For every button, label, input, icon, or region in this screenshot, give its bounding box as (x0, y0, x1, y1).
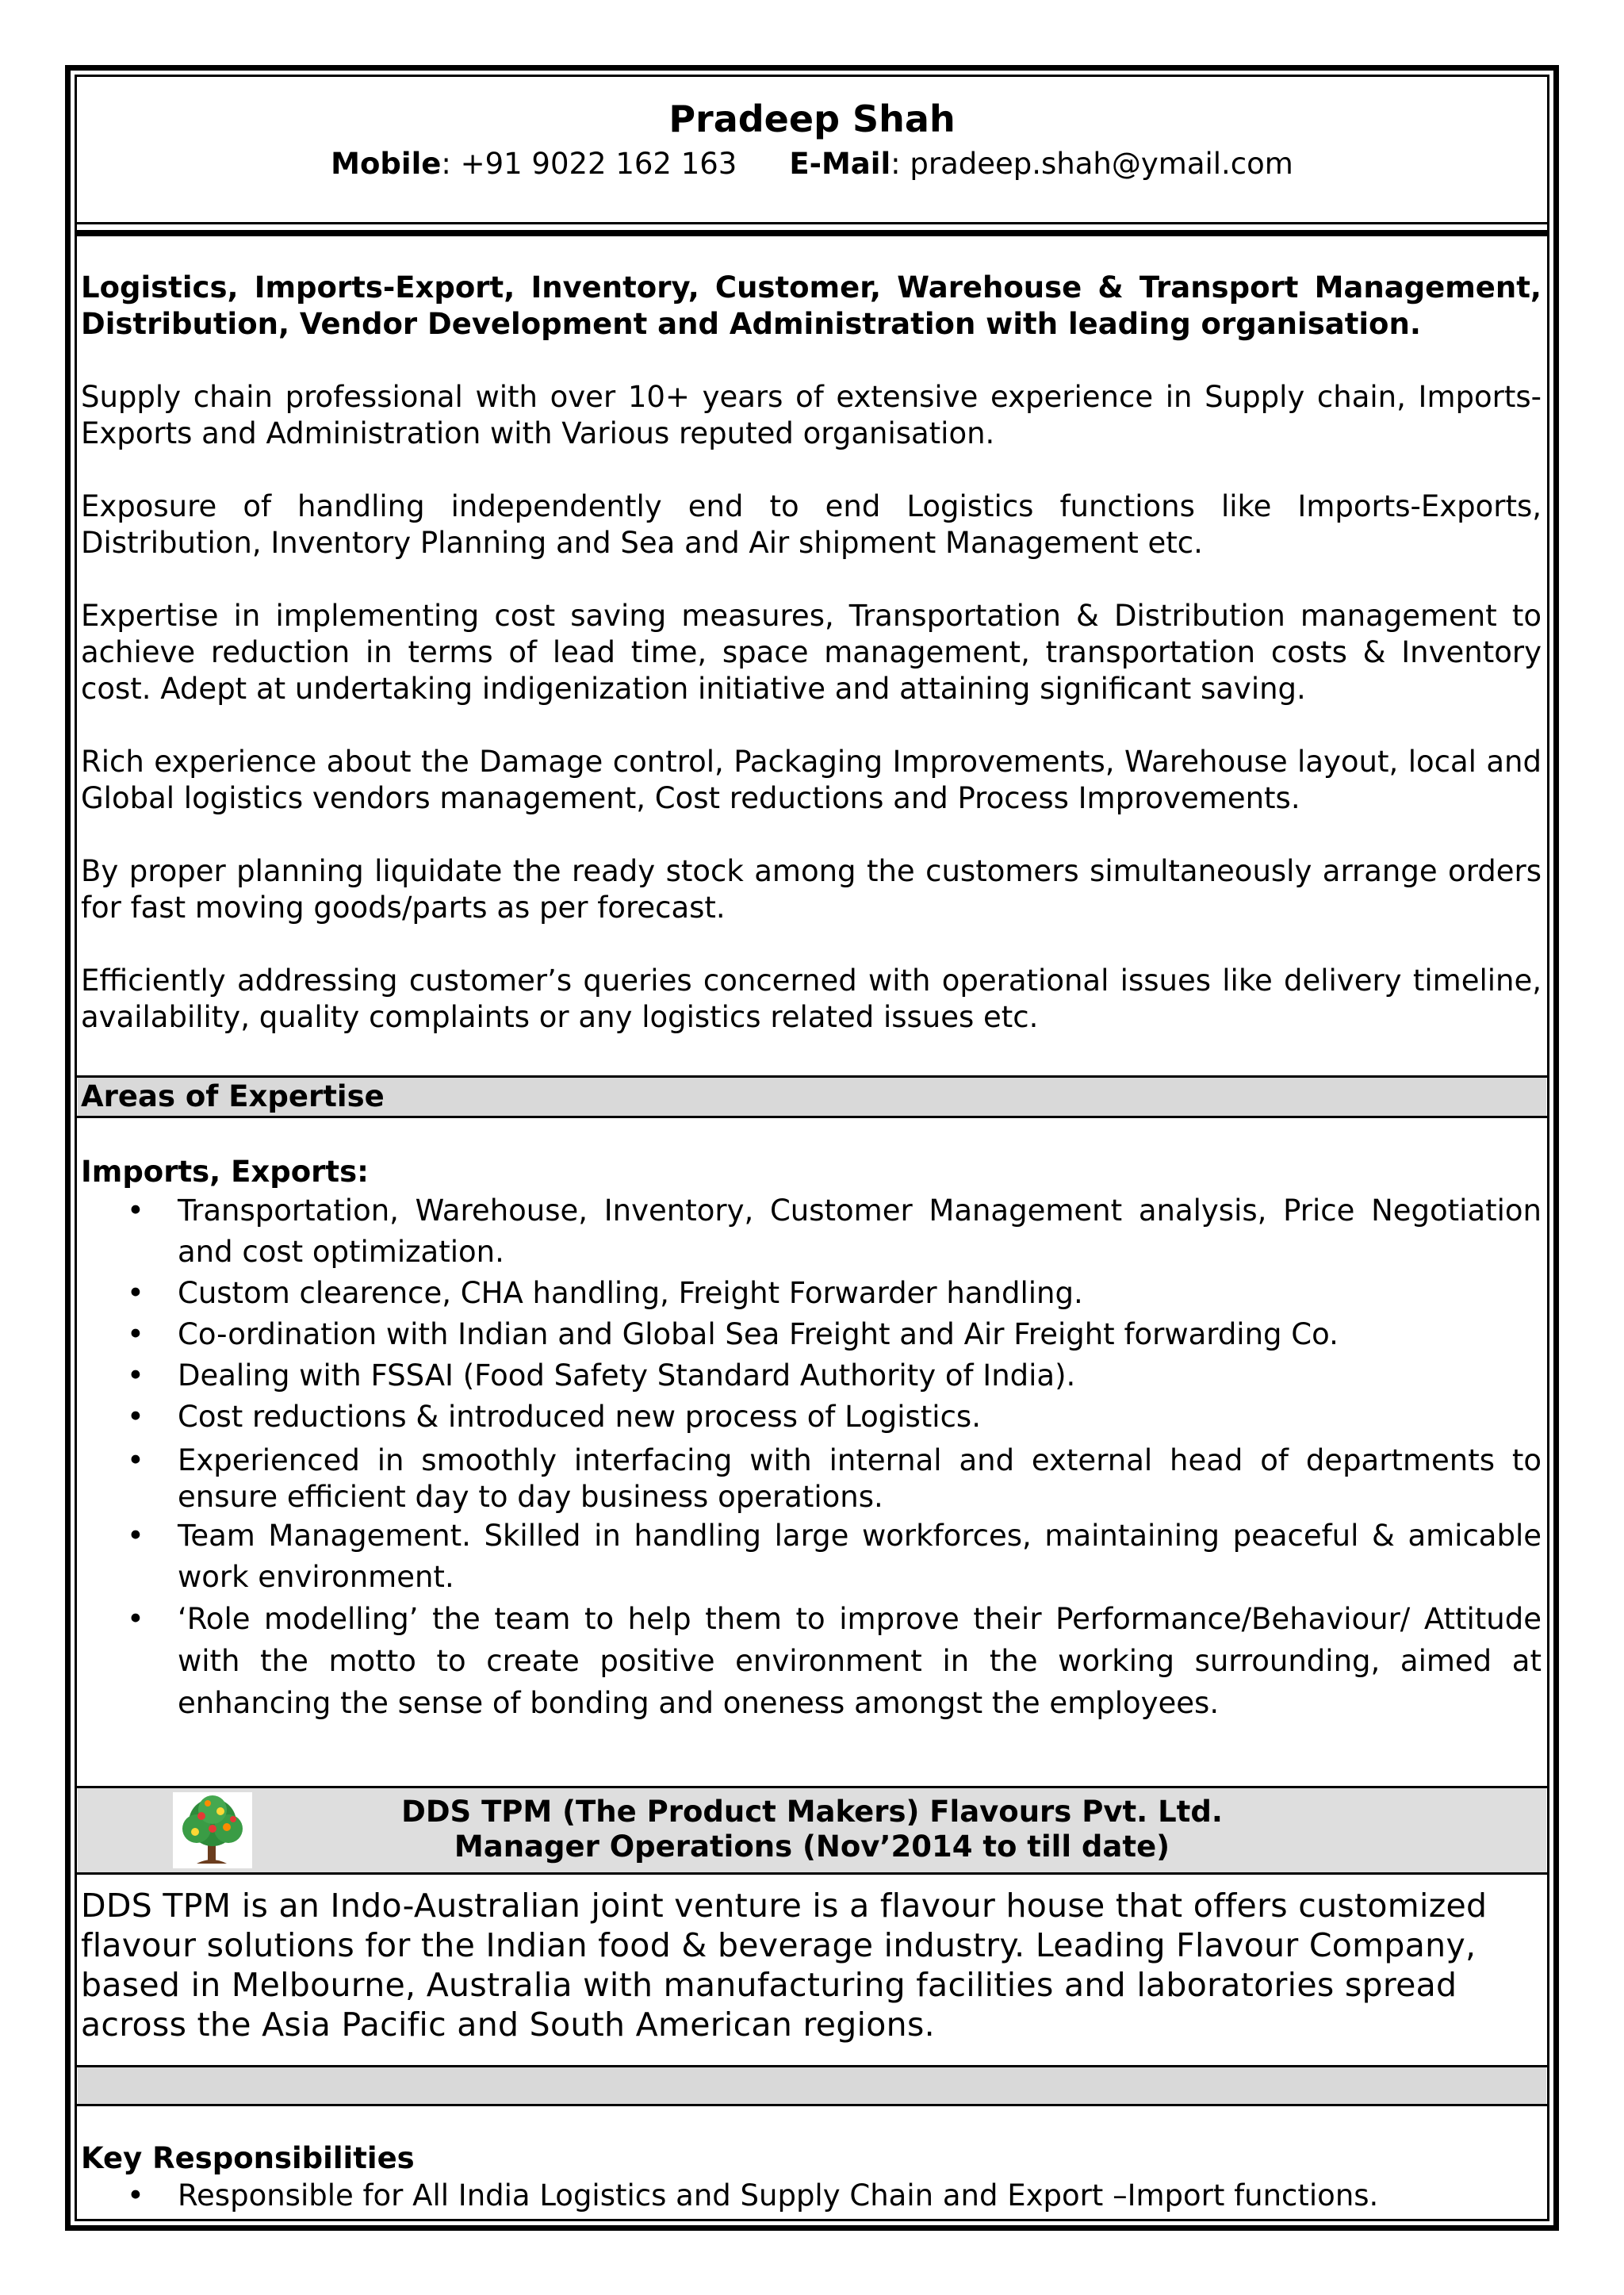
list-item: • ‘Role modelling’ the team to help them to improve their Performance/Behaviour/ Attitude with the motto to create positive environment in the working surrounding, aimed at enhancing the sense of bonding and oneness amongst the employees. (81, 1598, 1542, 1724)
contact-line: Mobile: +91 9022 162 163 E-Mail: pradeep.shah@ymail.com (331, 147, 1293, 181)
list-item: • Co-ordination with Indian and Global Sea Freight and Air Freight forwarding Co. (81, 1314, 1542, 1355)
list-item: • Dealing with FSSAI (Food Safety Standard Authority of India). (81, 1355, 1542, 1397)
bullet-icon: • (127, 1193, 144, 1228)
list-item: • Responsible for All India Logistics and Supply Chain and Export –Import functions. (81, 2177, 1542, 2215)
bullet-icon: • (127, 2178, 144, 2213)
band-divider-bottom (75, 2104, 1549, 2106)
company-description: DDS TPM is an Indo-Australian joint venture is a flavour house that offers customized flavour solutions for the Indian food & beverage industry. Leading Flavour Company, based in Melbourne, Australia with manufacturing facilities and laboratories spread across the Asia Pacific and South American regions. (81, 1887, 1488, 2044)
company-divider-bottom (75, 1872, 1549, 1875)
list-item: • Team Management. Skilled in handling large workforces, maintaining peaceful & amicable work environment. (81, 1515, 1542, 1598)
list-item: • Transportation, Warehouse, Inventory, Customer Management analysis, Price Negotiation and cost optimization. (81, 1190, 1542, 1273)
company-name: DDS TPM (The Product Makers) Flavours Pvt. Ltd. (401, 1795, 1223, 1829)
summary-headline: Logistics, Imports-Export, Inventory, Customer, Warehouse & Transport Management, Distribution, Vendor Development and Administration with leading organisation. (81, 270, 1542, 341)
expertise-divider-bottom (75, 1116, 1549, 1118)
bullet-icon: • (127, 1400, 144, 1434)
job-role: Manager Operations (Nov’2014 to till date) (454, 1829, 1170, 1864)
responsibilities-title: Key Responsibilities (81, 2141, 415, 2175)
candidate-name: Pradeep Shah (668, 98, 956, 140)
tree-logo-icon (173, 1792, 252, 1868)
expertise-subheading: Imports, Exports: (81, 1155, 369, 1189)
summary-paragraph: Efficiently addressing customer’s queries concerned with operational issues like delivery timeline, availability, quality complaints or any logistics related issues etc. (81, 964, 1542, 1034)
responsibilities-section (81, 2140, 1542, 2215)
resume-header (75, 95, 1549, 184)
empty-section-band (78, 2067, 1546, 2104)
bullet-icon: • (127, 1443, 144, 1477)
expertise-list (81, 1190, 1542, 1724)
bullet-icon: • (127, 1276, 144, 1310)
summary-paragraph: Expertise in implementing cost saving measures, Transportation & Distribution management to achieve reduction in terms of lead time, space management, transportation costs & Inventory cost. Adept at undertaking indigenization initiative and attaining significant saving. (81, 599, 1542, 706)
responsibilities-list (81, 2177, 1542, 2215)
bullet-icon: • (127, 1519, 144, 1553)
summary-paragraph: By proper planning liquidate the ready stock among the customers simultaneously arrange orders for fast moving goods/parts as per forecast. (81, 854, 1542, 925)
mobile-label: Mobile (331, 147, 442, 181)
header-divider-top (75, 222, 1549, 224)
bullet-icon: • (127, 1602, 144, 1636)
email-value[interactable]: pradeep.shah@ymail.com (910, 147, 1293, 181)
summary-section (81, 270, 1542, 1036)
bullet-icon: • (127, 1317, 144, 1351)
list-item: • Cost reductions & introduced new process of Logistics. (81, 1397, 1542, 1438)
bullet-icon: • (127, 1358, 144, 1393)
header-divider-bottom (75, 230, 1549, 236)
company-header (78, 1788, 1546, 1872)
summary-paragraph: Rich experience about the Damage control, Packaging Improvements, Warehouse layout, local and Global logistics vendors management, Cost reductions and Process Improvements. (81, 745, 1542, 815)
email-label: E-Mail (789, 147, 891, 181)
list-item: • Experienced in smoothly interfacing with internal and external head of departments to ensure efficient day to day business operations. (127, 1443, 1542, 1514)
summary-paragraph: Exposure of handling independently end to end Logistics functions like Imports-Exports, Distribution, Inventory Planning and Sea and Air shipment Management etc. (81, 489, 1542, 560)
mobile-value: +91 9022 162 163 (460, 147, 737, 181)
summary-paragraph: Supply chain professional with over 10+ years of extensive experience in Supply chain, Imports- Exports and Administration with Various reputed organisation. (81, 380, 1542, 450)
expertise-title: Areas of Expertise (81, 1079, 385, 1113)
expertise-section-header (78, 1078, 1546, 1116)
expertise-body (81, 1154, 1542, 1724)
list-item: • Custom clearence, CHA handling, Freight Forwarder handling. (81, 1273, 1542, 1314)
